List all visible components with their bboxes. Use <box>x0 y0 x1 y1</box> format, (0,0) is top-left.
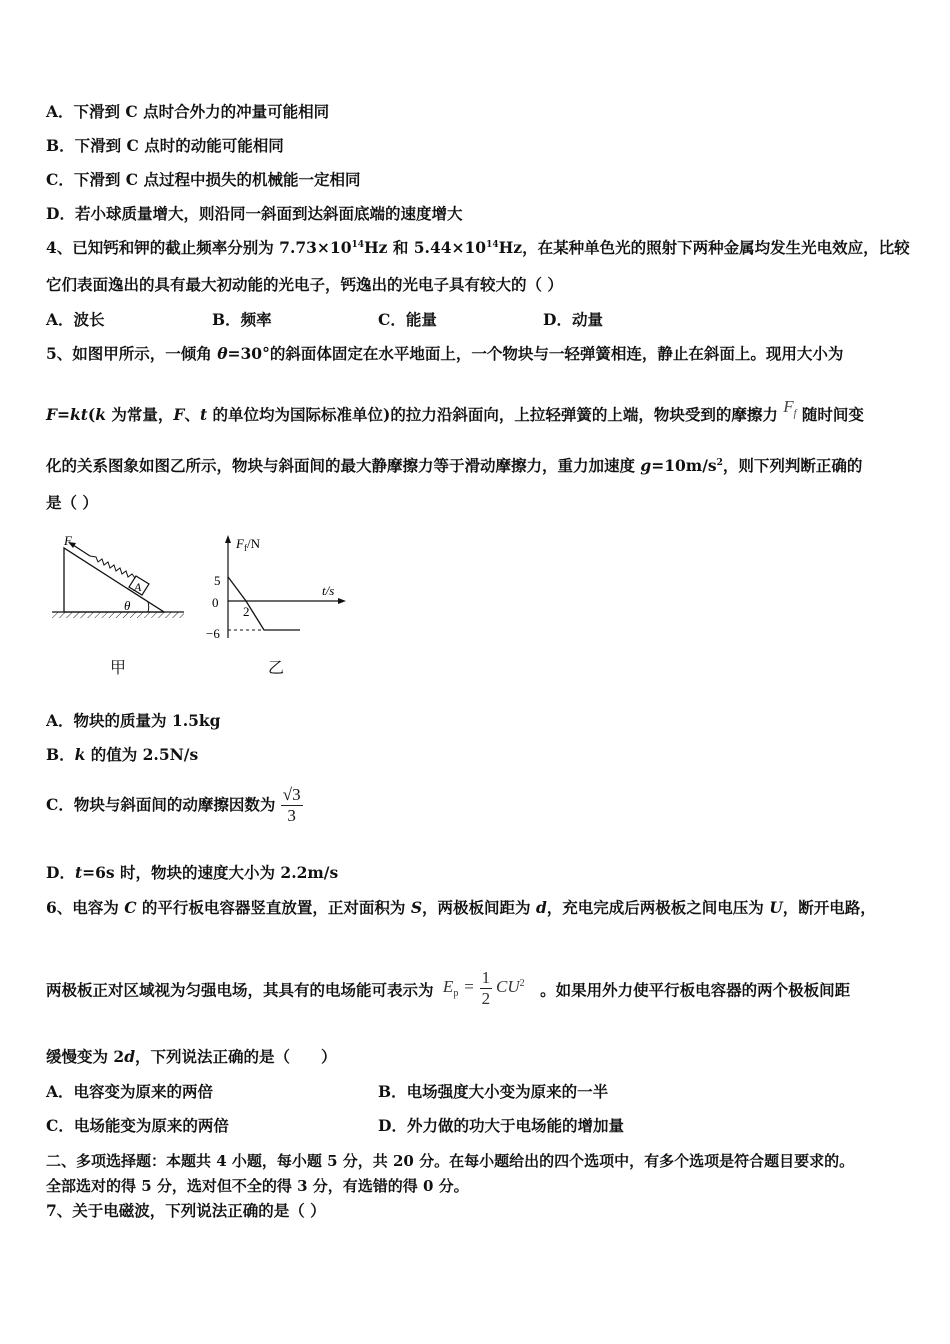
q6-stem-line1 <box>46 898 876 918</box>
q6-option-c: C．电场能变为原来的两倍 <box>46 1116 229 1135</box>
friction-symbol-f: F <box>783 397 794 416</box>
x-axis-label: t/s <box>322 583 335 598</box>
ground-hatch <box>52 612 184 618</box>
fraction-denominator: 3 <box>287 805 296 825</box>
q6-var: S <box>410 898 423 917</box>
q4-stem-line1 <box>46 238 910 258</box>
figure-jia-incline <box>48 530 188 625</box>
q5-option-c <box>46 782 303 827</box>
q4-option-c: C．能量 <box>378 310 437 329</box>
q5-text: 随时间变 <box>801 405 864 424</box>
formula-e: E <box>442 977 454 996</box>
figure-yi-graph <box>200 530 350 645</box>
q5-text: 化的关系图象如图乙所示，物块与斜面间的最大静摩擦力等于滑动摩擦力，重力加速度 <box>46 456 641 475</box>
q6-option-b: B．电场强度大小变为原来的一半 <box>378 1082 609 1101</box>
label-block-a: A <box>134 580 142 594</box>
q5-text: 、 <box>184 405 200 424</box>
tick-label-0: 0 <box>212 595 219 610</box>
q5-var: t <box>74 863 83 882</box>
q4-text: Hz，在某种单色光的照射下两种金属均发生光电效应，比较 <box>498 238 910 257</box>
formula-cu: CU <box>496 977 520 996</box>
q5-text: C．物块与斜面间的动摩擦因数为 <box>46 795 276 814</box>
q5-var: g <box>640 456 652 475</box>
q4-option-a: A．波长 <box>46 310 105 329</box>
y-axis-label-unit: /N <box>246 536 260 551</box>
fraction-numerator: √3 <box>282 784 301 804</box>
energy-formula <box>443 962 525 1019</box>
q4-option-b: B．频率 <box>212 310 272 329</box>
q6-text: 。如果用外力使平行板电容器的两个极板间距 <box>540 980 851 1000</box>
q5-var: F <box>46 405 58 424</box>
q4-stem-line2: 它们表面逸出的具有最大初动能的光电子，钙逸出的光电子具有较大的（ ） <box>46 275 563 294</box>
section2-heading-line2: 全部选对的得 5 分，选对但不全的得 3 分，有选错的得 0 分。 <box>46 1177 469 1195</box>
tick-label-2: 2 <box>243 604 250 619</box>
q6-var: U <box>769 898 783 917</box>
q5-text: 的单位均为国际标准单位)的拉力沿斜面向，上拉轻弹簧的上端，物块受到的摩擦力 <box>207 405 778 424</box>
formula-exponent: 2 <box>519 977 525 989</box>
q6-text: 6、电容为 <box>46 898 125 917</box>
q6-var: d <box>124 1047 136 1066</box>
q6-option-d: D．外力做的功大于电场能的增加量 <box>378 1116 624 1135</box>
caption-jia: 甲 <box>110 658 127 677</box>
q6-stem-line2 <box>46 962 850 1019</box>
y-axis-label <box>235 536 261 553</box>
q5-stem-line1 <box>46 344 843 364</box>
incline-body <box>64 548 164 612</box>
q6-var: d <box>535 898 547 917</box>
q6-text: 两极板正对区域视为匀强电场，其具有的电场能可表示为 <box>46 980 434 1000</box>
q5-var: F <box>173 405 185 424</box>
q6-text: 的平行板电容器竖直放置，正对面积为 <box>136 898 411 917</box>
q5-text: =6s 时，物块的速度大小为 2.2m/s <box>82 863 339 882</box>
q5-text: ，则下列判断正确的 <box>722 456 863 475</box>
q5-text: 为常量， <box>106 405 174 424</box>
q5-text: B． <box>46 745 75 764</box>
q6-text: ，两极板间距为 <box>422 898 536 917</box>
series-line-ff <box>228 577 300 630</box>
q5-var: k <box>95 405 107 424</box>
x-axis-arrow <box>338 598 346 604</box>
q3-option-d: D．若小球质量增大，则沿同一斜面到达斜面底端的速度增大 <box>46 204 463 223</box>
q4-exponent: 14 <box>351 239 365 250</box>
q6-text: ，下列说法正确的是（ ） <box>135 1047 337 1066</box>
friction-symbol-sub: f <box>793 408 797 420</box>
y-axis-label-sub: f <box>243 543 247 553</box>
q3-option-c: C．下滑到 C 点过程中损失的机械能一定相同 <box>46 170 361 189</box>
q5-stem-line4: 是（ ） <box>46 493 98 512</box>
formula-fraction-half <box>480 968 493 1009</box>
q5-option-b <box>46 745 198 765</box>
formula-sub-p: p <box>453 988 459 1000</box>
q5-text: 的值为 2.5N/s <box>85 745 199 764</box>
q5-text: = <box>57 405 71 424</box>
q3-option-b: B．下滑到 C 点时的动能可能相同 <box>46 136 284 155</box>
q5-text: D． <box>46 863 75 882</box>
caption-yi: 乙 <box>268 658 285 677</box>
q6-text: ，断开电路， <box>782 898 876 917</box>
tick-label-5: 5 <box>214 573 221 588</box>
label-theta: θ <box>124 598 131 613</box>
label-force-f: F <box>64 533 72 548</box>
q5-var: k <box>74 745 86 764</box>
q5-theta: θ <box>217 344 228 363</box>
q4-text: Hz 和 5.44×10 <box>364 238 487 257</box>
q6-stem-line3 <box>46 1047 337 1067</box>
section2-heading-line1: 二、多项选择题：本题共 4 小题，每小题 5 分，共 20 分。在每小题给出的四个选项中，有多个选项是符合题目要求的。 <box>46 1152 855 1170</box>
q7-stem: 7、关于电磁波，下列说法正确的是（ ） <box>46 1201 326 1220</box>
fraction-sqrt3-over-3 <box>281 785 303 826</box>
tick-label-minus-6: −6 <box>206 626 220 641</box>
y-axis-label-f: F <box>236 536 244 551</box>
q4-exponent: 14 <box>486 239 499 250</box>
q5-option-a: A．物块的质量为 1.5kg <box>46 711 221 730</box>
q5-var: kt <box>70 405 88 424</box>
friction-symbol <box>783 397 797 420</box>
fraction-denominator: 2 <box>481 988 491 1008</box>
q5-exponent: 2 <box>716 457 723 468</box>
q6-option-a: A．电容变为原来的两倍 <box>46 1082 214 1101</box>
y-axis-arrow <box>225 535 231 543</box>
q5-text: ( <box>87 405 96 424</box>
q5-text: =10m/s <box>651 456 717 475</box>
q5-option-d <box>46 863 338 883</box>
angle-arc <box>148 602 149 612</box>
q3-option-a: A．下滑到 C 点时合外力的冲量可能相同 <box>46 102 330 121</box>
q6-text: ，充电完成后两极板之间电压为 <box>546 898 770 917</box>
q6-var: C <box>124 898 137 917</box>
fraction-numerator: 1 <box>481 967 491 987</box>
q5-stem-line2 <box>46 397 864 432</box>
q6-text: 缓慢变为 2 <box>46 1047 125 1066</box>
q4-text: 4、已知钙和钾的截止频率分别为 7.73×10 <box>46 238 352 257</box>
q5-text: =30°的斜面体固定在水平地面上，一个物块与一轻弹簧相连，静止在斜面上。现用大小为 <box>227 344 844 363</box>
q4-option-d: D．动量 <box>543 310 603 329</box>
q5-text: 5、如图甲所示，一倾角 <box>46 344 218 363</box>
q5-stem-line3 <box>46 456 862 476</box>
formula-equals: = <box>464 977 474 996</box>
q5-var: t <box>199 405 208 424</box>
spring <box>90 556 135 578</box>
